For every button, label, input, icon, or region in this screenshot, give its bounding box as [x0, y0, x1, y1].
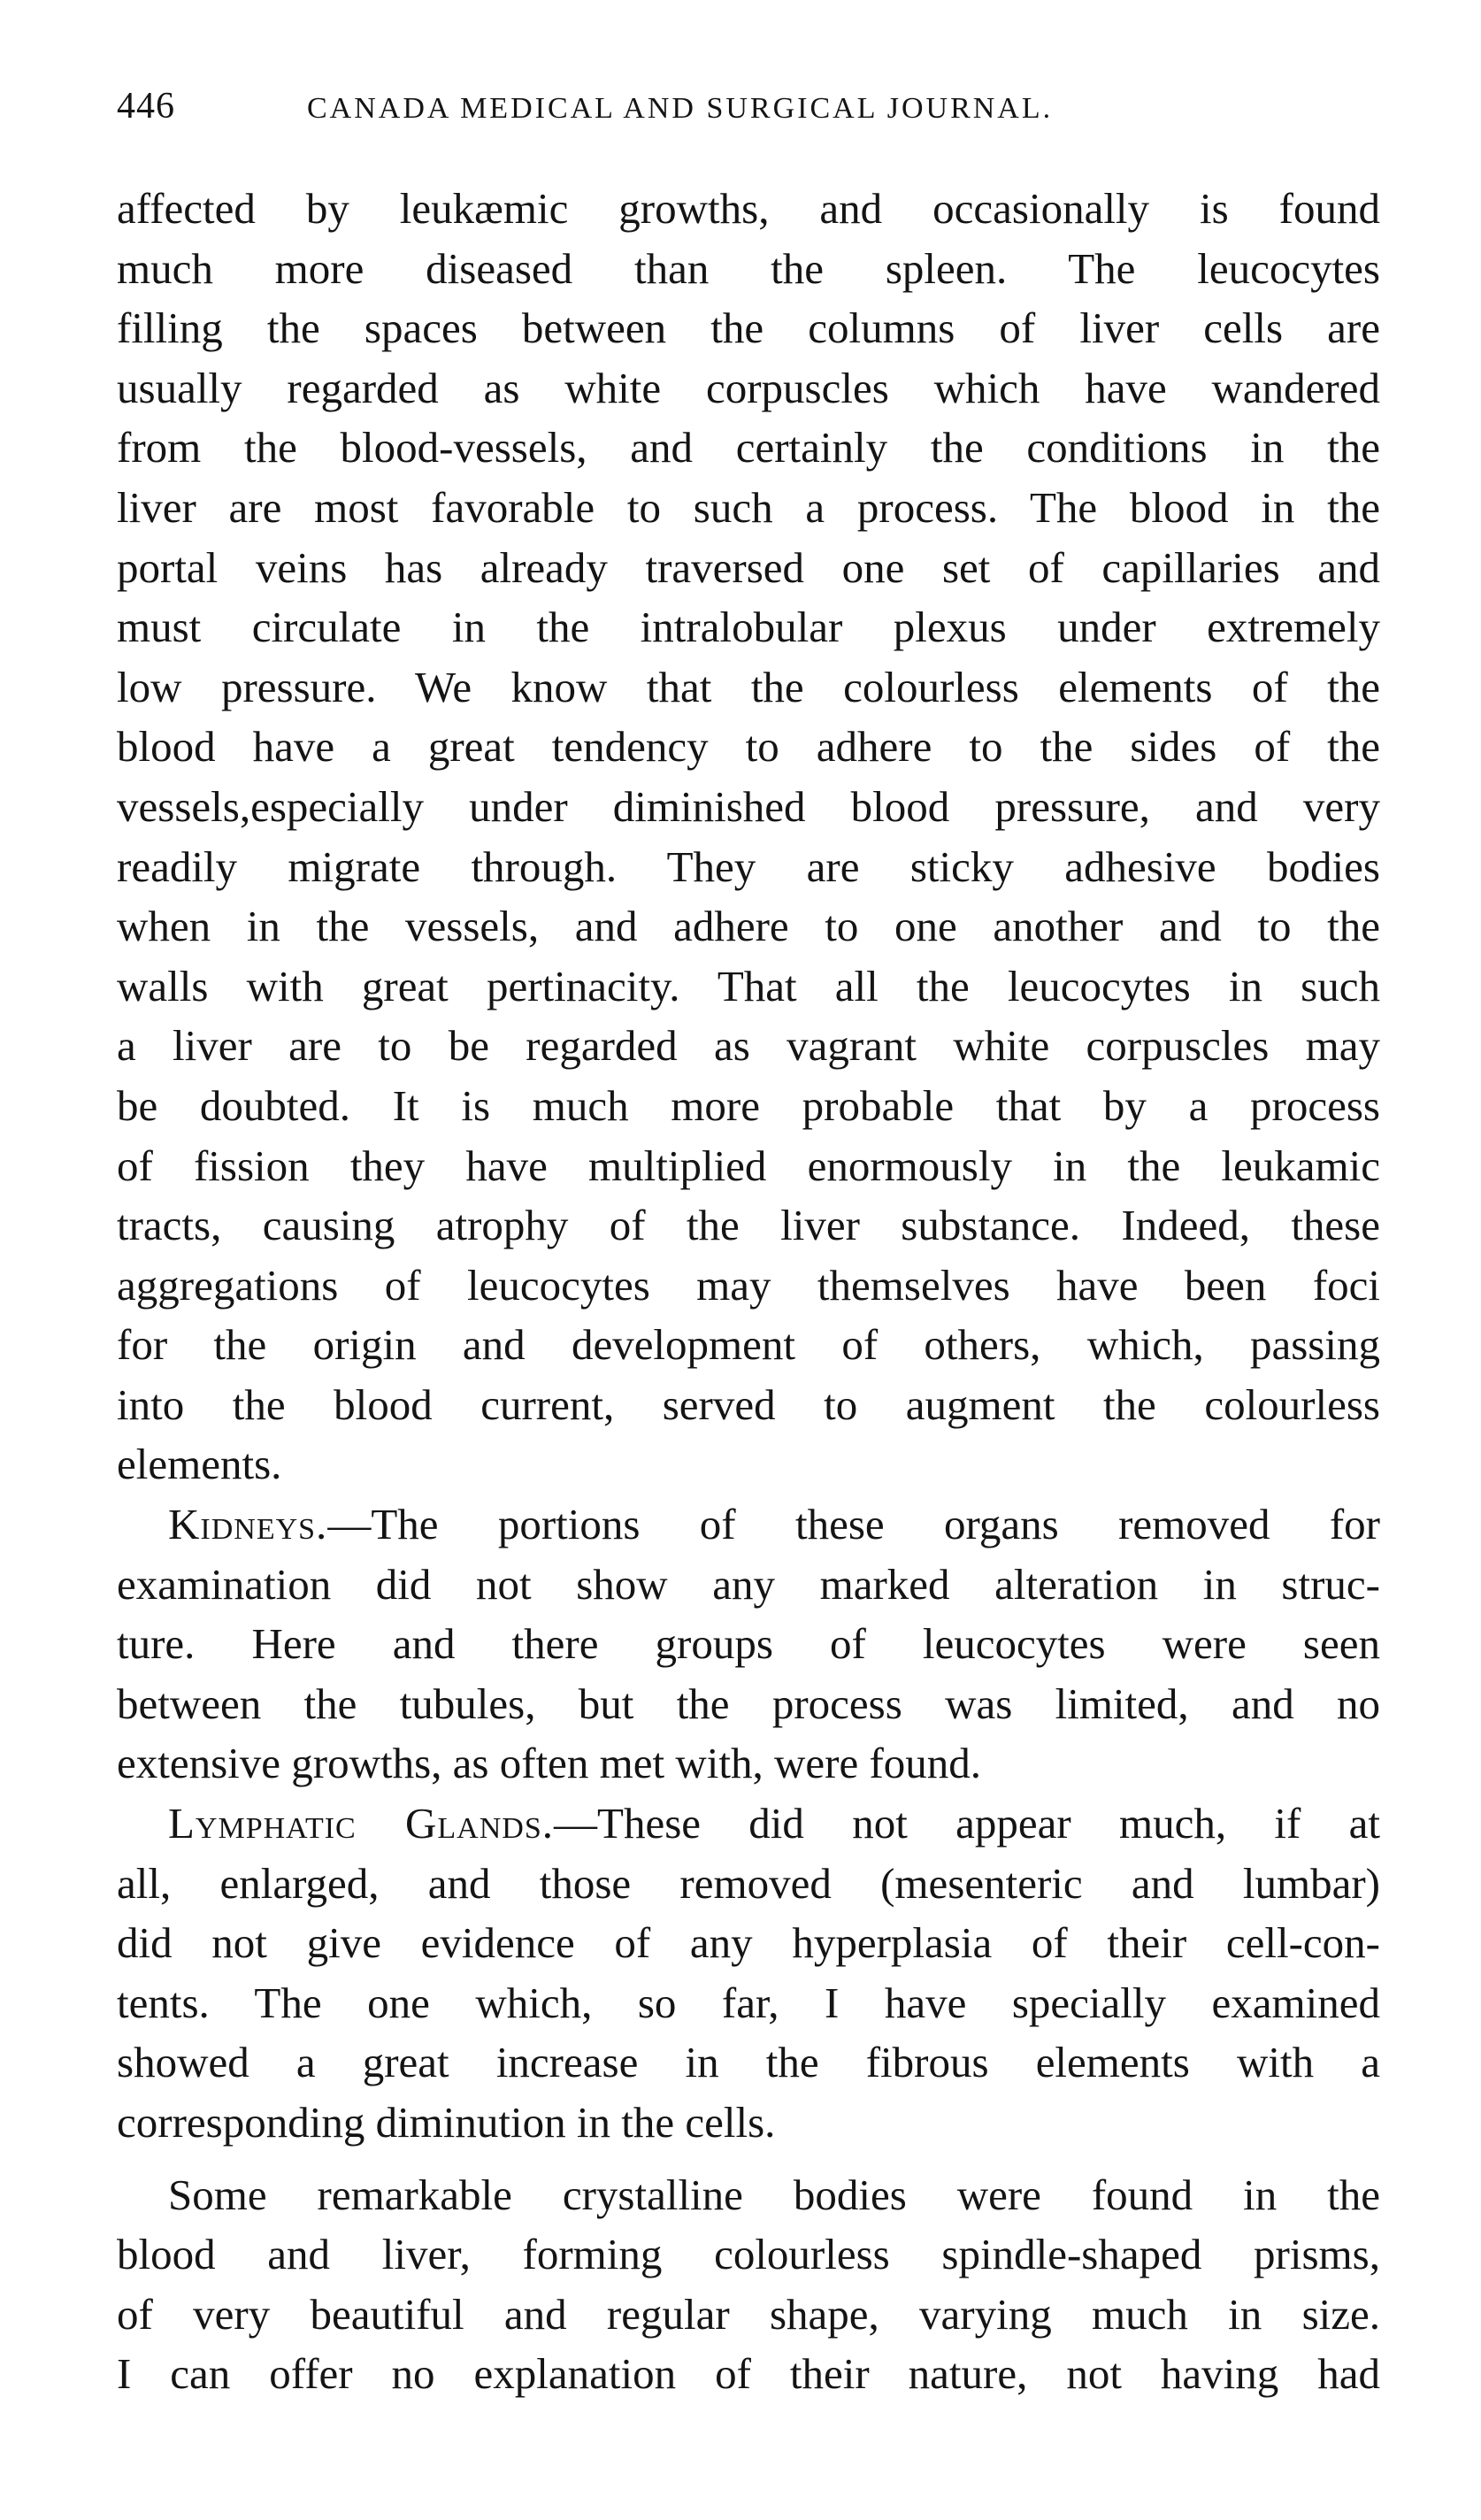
text-line: affected by leukæmic growths, and occasionally is found	[117, 184, 1380, 233]
text-line: from the blood-vessels, and certainly the conditions in the	[117, 423, 1380, 472]
text-line: showed a great increase in the fibrous elements with a	[117, 2038, 1380, 2087]
text-line: extensive growths, as often met with, were found.	[117, 1739, 982, 1788]
text-line: when in the vessels, and adhere to one another and to the	[117, 902, 1380, 951]
paragraph-lymphatic-glands	[117, 1794, 1380, 2153]
journal-page	[117, 85, 1380, 2404]
text-line: between the tubules, but the process was limited, and no	[117, 1679, 1380, 1728]
text-line: blood and liver, forming colourless spindle-shaped prisms,	[117, 2230, 1380, 2279]
text-line: corresponding diminution in the cells.	[117, 2098, 776, 2147]
text-line: much more diseased than the spleen. The leucocytes	[117, 243, 1380, 293]
text-line: vessels,especially under diminished blood pressure, and very	[117, 781, 1380, 831]
text-line: readily migrate through. They are sticky adhesive bodies	[117, 841, 1380, 891]
text-line	[117, 1494, 1380, 1555]
text-line: must circulate in the intralobular plexus under extremely	[117, 603, 1380, 652]
text-line: tracts, causing atrophy of the liver substance. Indeed, these	[117, 1201, 1380, 1250]
text-line: did not give evidence of any hyperplasia of their cell-con-	[117, 1918, 1380, 1968]
paragraph-liver	[117, 179, 1380, 1494]
text-line: be doubted. It is much more probable that by a process	[117, 1080, 1380, 1130]
paragraph-kidneys	[117, 1494, 1380, 1794]
text-line: I can offer no explanation of their nature, not having had	[117, 2349, 1380, 2399]
text-line: of very beautiful and regular shape, varying much in size.	[117, 2289, 1380, 2339]
journal-title: CANADA MEDICAL AND SURGICAL JOURNAL.	[307, 92, 1054, 125]
page-number: 446	[117, 86, 175, 127]
text-fragment: —These did not appear much, if at	[554, 1799, 1380, 1848]
text-line: elements.	[117, 1440, 282, 1489]
text-line: aggregations of leucocytes may themselves have been foci	[117, 1260, 1380, 1310]
paragraph-crystalline-bodies	[117, 2165, 1380, 2404]
text-line: liver are most favorable to such a process. The blood in the	[117, 482, 1380, 532]
section-heading-lymphatic-glands: Lymphatic Glands.	[168, 1799, 555, 1848]
text-line: filling the spaces between the columns of liver cells are	[117, 303, 1380, 353]
text-line: usually regarded as white corpuscles which have wandered	[117, 363, 1380, 412]
text-line	[117, 1794, 1380, 1854]
text-line: Some remarkable crystalline bodies were found in the	[168, 2170, 1380, 2219]
running-head	[117, 85, 1380, 156]
text-line: all, enlarged, and those removed (mesenteric and lumbar)	[117, 1858, 1380, 1908]
text-line: of fission they have multiplied enormously in the leukamic	[117, 1141, 1380, 1190]
text-line: portal veins has already traversed one set of capillaries and	[117, 542, 1380, 592]
article-body	[117, 179, 1380, 2404]
text-line: walls with great pertinacity. That all the leucocytes in such	[117, 961, 1380, 1010]
text-line: tents. The one which, so far, I have specially examined	[117, 1978, 1380, 2027]
text-line: examination did not show any marked alteration in struc-	[117, 1559, 1380, 1609]
text-fragment: —The portions of these organs removed for	[327, 1500, 1380, 1549]
text-line: a liver are to be regarded as vagrant white corpuscles may	[117, 1021, 1380, 1071]
text-line: blood have a great tendency to adhere to the sides of the	[117, 722, 1380, 772]
section-heading-kidneys: Kidneys.	[168, 1500, 328, 1549]
text-line: into the blood current, served to augment the colourless	[117, 1379, 1380, 1429]
text-line: low pressure. We know that the colourless elements of the	[117, 662, 1380, 711]
text-line: for the origin and development of others, which, passing	[117, 1320, 1380, 1370]
text-line: ture. Here and there groups of leucocytes were seen	[117, 1619, 1380, 1669]
